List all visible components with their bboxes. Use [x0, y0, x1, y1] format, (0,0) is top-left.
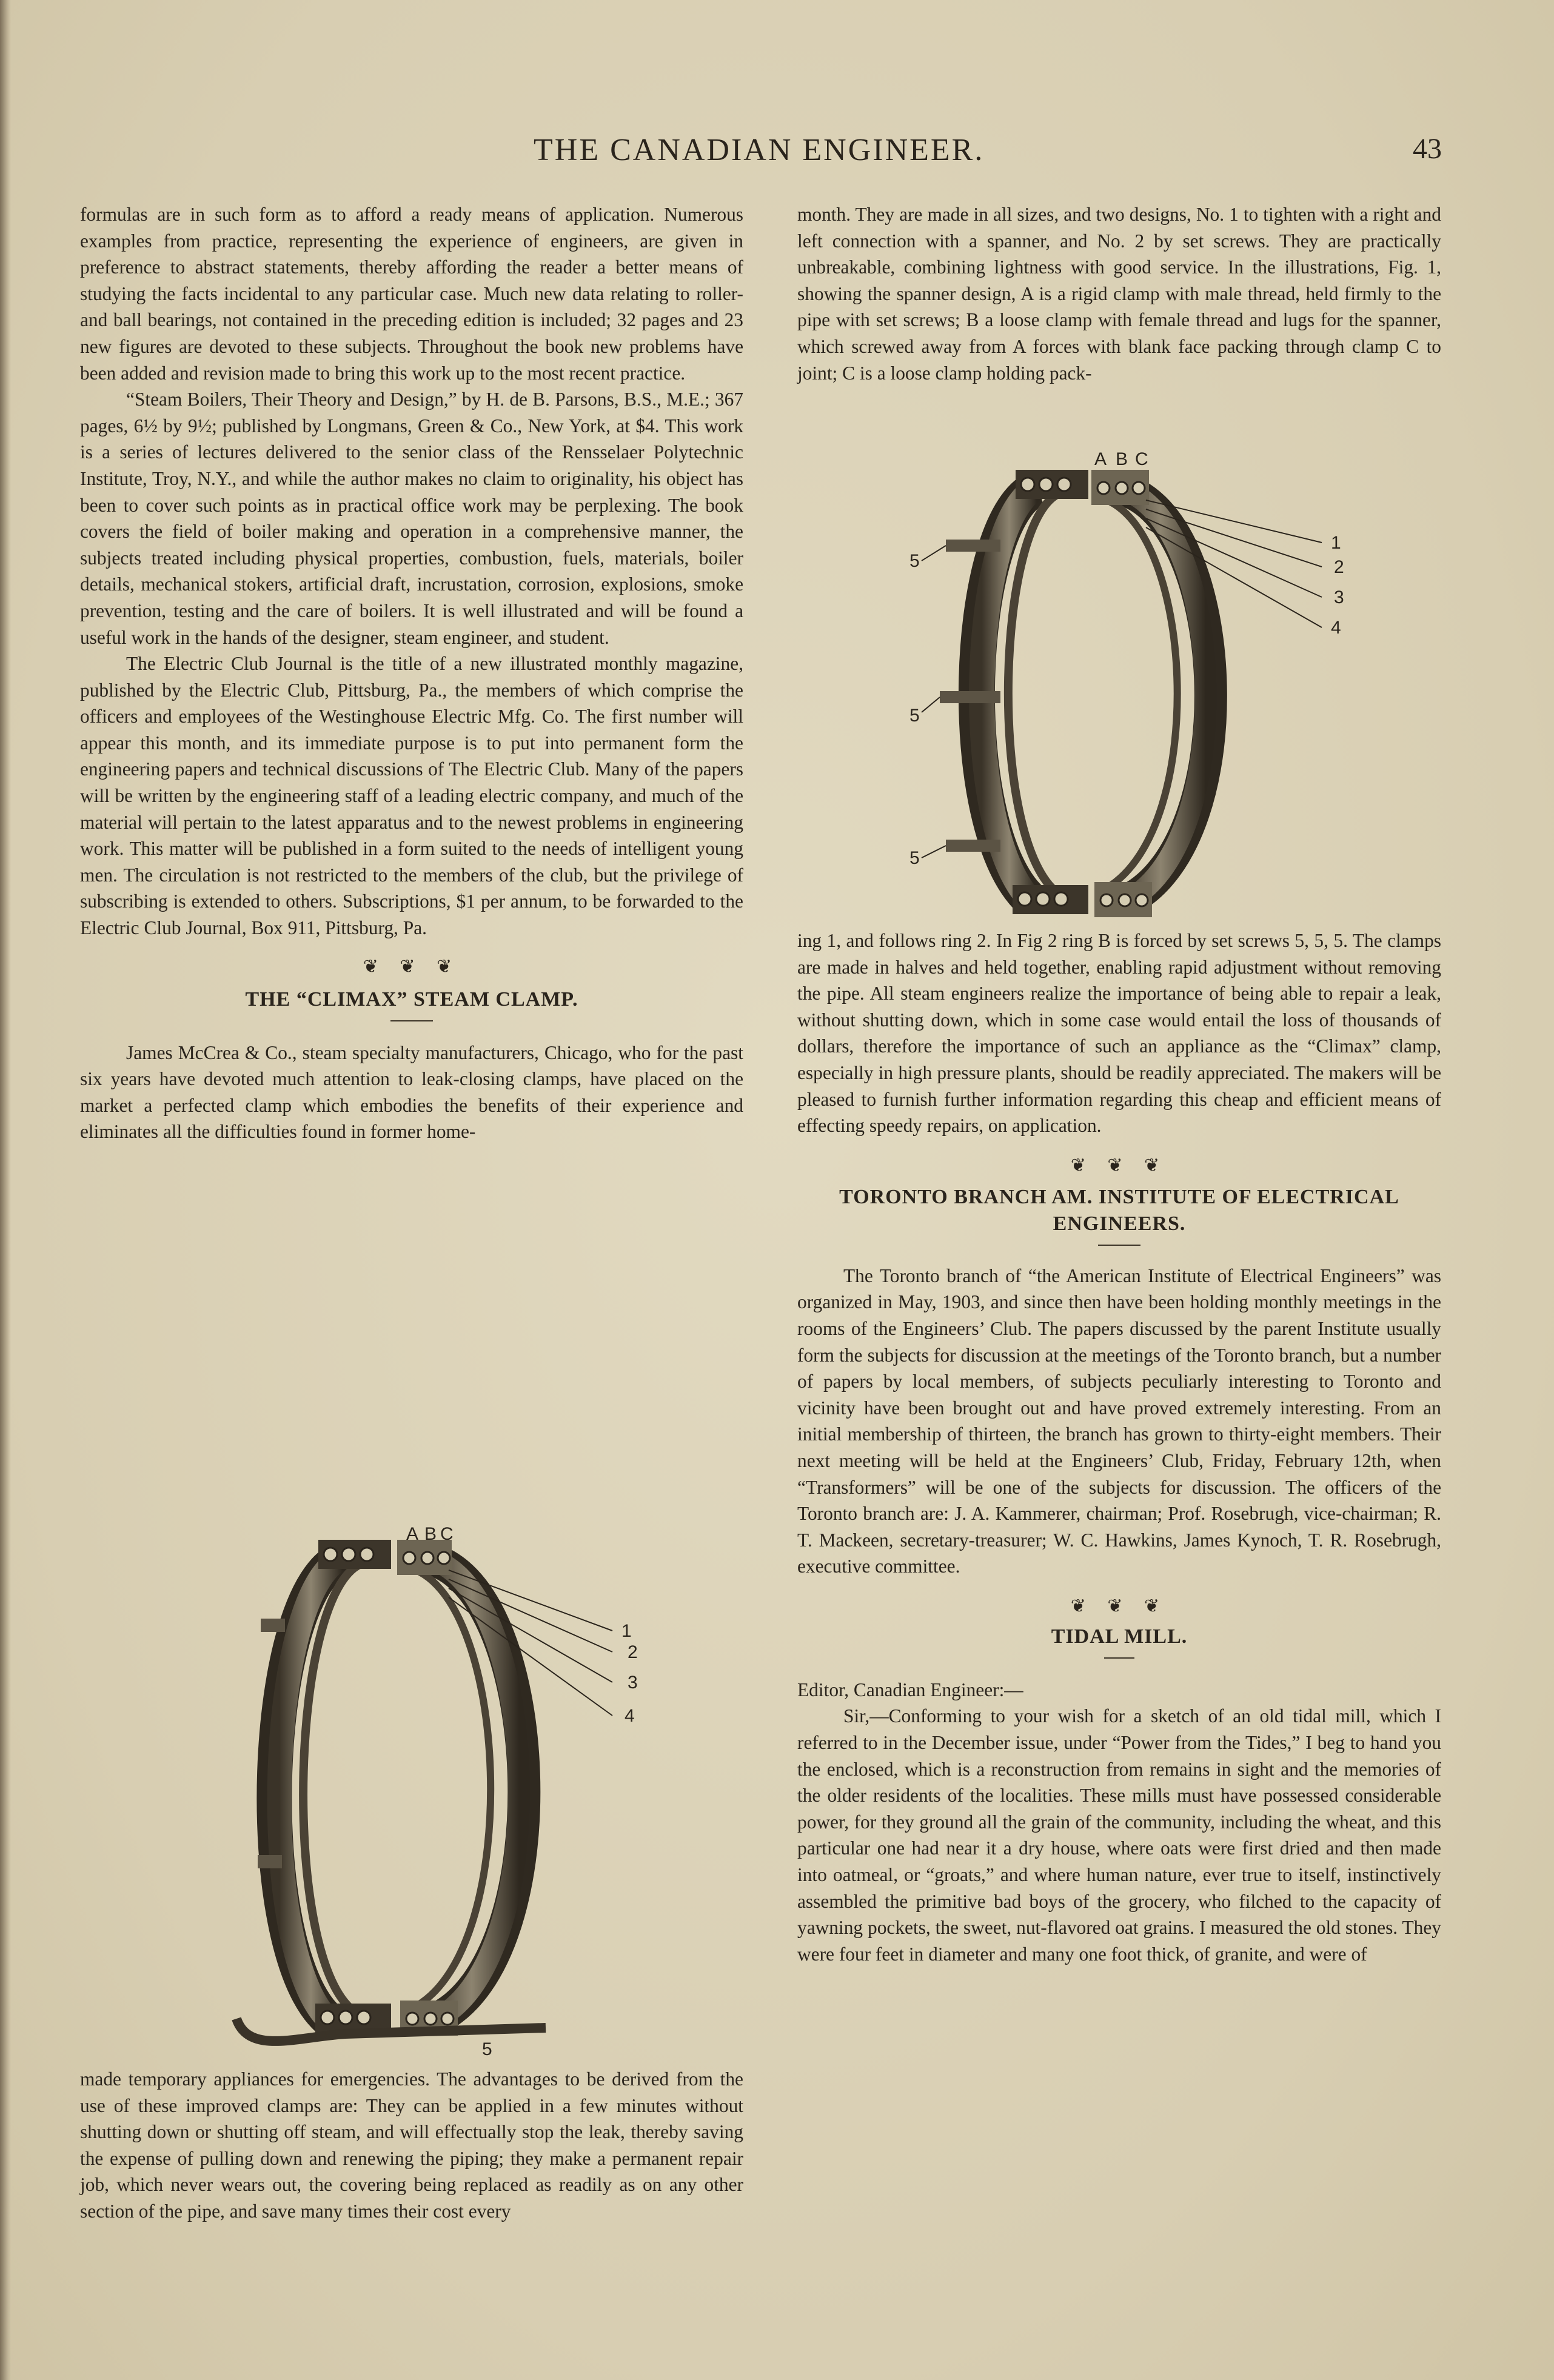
- figure-label-2: 2: [628, 1642, 638, 1662]
- section-ornament: ❦ ❦ ❦: [363, 956, 461, 977]
- figure-label-b: B: [424, 1524, 437, 1544]
- figure-label-b: B: [1116, 449, 1128, 469]
- electric-club-journal-notice: The Electric Club Journal is the title of a new illustrated monthly magazine, published by the Electric Club, Pittsburg, Pa., the members of which comprise the officers and employees of the Westinghouse Electric Mfg. Co. The first number will appear this month, and its immediate purpose is to put into permanent form the engineering papers and technical discussions of The Electric Club. Many of the papers will be written by the engineering staff of a leading electric company, and much of the material will pertain to the latest apparatus and to the newest problems in engineering work. This matter will be published in a form suited to the needs of intelligent young men. The circulation is not restricted to the members of the club, but the privilege of subscribing is extended to others. Subscriptions, $1 per annum, to be forwarded to the Electric Club Journal, Box 911, Pittsburg, Pa.: [80, 653, 743, 939]
- climax-clamp-description: month. They are made in all sizes, and two designs, No. 1 to tighten with a right and left connection with a spanner, and No. 2 by set screws. They are practically unbreakable, combining lightness with good service. In the illustrations, Fig. 1, showing the spanner design, A is a rigid clamp with male thread, held firmly to the pipe with set screws; B a loose clamp with female thread and lugs for the spanner, which screwed away from A forces with blank face packing through clamp C to joint; C is a loose clamp holding pack-: [797, 204, 1441, 384]
- climax-clamp-advantages: made temporary appliances for emergencies. The advantages to be derived from the use of these improved clamps are: They can be applied in a few minutes without shutting down or shutting off steam, and will effectually stop the leak, thereby saving the expense of pulling down and renewing the piping; they make a permanent repair job, which never wears out, the covering being replaced as readily as on any other section of the pipe, and save many times their cost every: [80, 2068, 743, 2222]
- book-review-formulas: formulas are in such form as to afford a ready means of application. Numerous examples from practice, representing the experience of engineers, are given in preference to abstract statements, thereby affording the reader a better means of studying the facts incidental to any particular case. Much new data relating to roller-and ball bearings, not contained in the preceding edition is included; 32 pages and 23 new figures are devoted to these subjects. Throughout the book new problems have been added and revision made to bring this work up to the most recent practice.: [80, 204, 743, 384]
- article-heading-climax-clamp: THE “CLIMAX” STEAM CLAMP.: [245, 988, 578, 1011]
- heading-rule: [390, 1020, 433, 1021]
- figure-label-2: 2: [1334, 557, 1344, 577]
- section-ornament: ❦ ❦ ❦: [1070, 1596, 1168, 1616]
- figure-label-4: 4: [625, 1706, 635, 1726]
- book-review-steam-boilers: “Steam Boilers, Their Theory and Design,” by H. de B. Parsons, B.S., M.E.; 367 pages, 6½ by 9½; published by Longmans, Green & Co., New York, at $4. This work is a series of lectures delivered to the senior class of the Rensselaer Polytechnic Institute, Troy, N.Y., and while the author makes no claim to originality, his object has been to cover such points as in practical office work may be perplexing. The book covers the field of boiler making and operation in a comprehensive manner, the subjects treated including physical properties, combustion, fuels, materials, boiler details, mechanical stokers, artificial draft, incrustation, corrosion, explosions, smoke prevention, testing and the care of boilers. It is well illustrated and will be found a useful work in the hands of the designer, steam engineer, and student.: [80, 389, 743, 648]
- figure-label-1: 1: [621, 1621, 632, 1641]
- left-column-lower: [80, 2066, 743, 2225]
- figure-label-a: A: [1094, 449, 1107, 469]
- heading-rule: [1104, 1657, 1134, 1659]
- right-column-upper: [797, 201, 1441, 386]
- figure-label-3: 3: [628, 1673, 638, 1693]
- tidal-mill-letter: Sir,—Conforming to your wish for a sketch of an old tidal mill, which I referred to in the December issue, under “Power from the Tides,” I beg to hand you the enclosed, which is a reconstruction from remains in sight and the memories of the older residents of the localities. These mills must have possessed considerable power, for they ground all the grain of the community, including the wheat, and this particular one had near it a dry house, where oats were first dried and then made into oatmeal, or “groats,” and where human nature, ever true to itself, instinctively assembled the primitive bad boys of the grocery, who filched to the capacity of yawning pockets, the sweet, nut-flavored oat grains. I measured the old stones. They were four feet in diameter and many one foot thick, of granite, and were of: [797, 1705, 1441, 1965]
- figure-label-a: A: [406, 1524, 419, 1544]
- running-title: THE CANADIAN ENGINEER.: [534, 133, 985, 167]
- figure-label-5-top: 5: [909, 551, 920, 571]
- page-header: [0, 132, 1554, 175]
- article-heading-toronto-branch: TORONTO BRANCH AM. INSTITUTE OF ELECTRICAL ENGINEERS.: [839, 1185, 1399, 1235]
- toronto-branch-report: The Toronto branch of “the American Institute of Electrical Engineers” was organized in May, 1903, and since then have been holding monthly meetings in the rooms of the Engineers’ Club. The papers discussed by the parent Institute usually form the subjects for discussion at the meetings of the Toronto branch, but a number of papers by local members, of subjects peculiarly interesting to Toronto and vicinity have been brought out and have proved extremely interesting. From an initial membership of thirteen, the branch has grown to thirty-eight members. Their next meeting will be held at the Engineers’ Club, Friday, February 12th, when “Transformers” will be one of the subjects for discussion. The officers of the Toronto branch are: J. A. Kammerer, chairman; Prof. Rosebrugh, vice-chairman; R. T. Mackeen, secretary-treasurer; W. C. Hawkins, James Kynoch, T. R. Rosebrugh, executive committee.: [797, 1265, 1441, 1577]
- figure-label-3: 3: [1334, 587, 1344, 607]
- climax-clamp-illustration-fig-1: [897, 449, 1370, 924]
- figure-label-c: C: [440, 1524, 454, 1544]
- article-heading-tidal-mill: TIDAL MILL.: [1051, 1625, 1188, 1648]
- section-ornament: ❦ ❦ ❦: [1070, 1155, 1168, 1175]
- climax-clamp-intro: James McCrea & Co., steam specialty manufacturers, Chicago, who for the past six years have devoted much attention to leak-closing clamps, have placed on the market a perfected clamp which embodies the benefits of their experience and eliminates all the difficulties found in former home-: [80, 1041, 743, 1143]
- page-binding-edge: [0, 0, 11, 2380]
- right-column-lower: [797, 928, 1441, 1967]
- figure-label-5: 5: [482, 2039, 492, 2059]
- figure-label-c: C: [1135, 449, 1148, 469]
- left-column-upper: [80, 201, 743, 1145]
- figure-label-5-middle: 5: [909, 706, 920, 726]
- figure-label-5-bottom: 5: [909, 848, 920, 868]
- climax-clamp-continued: ing 1, and follows ring 2. In Fig 2 ring B is forced by set screws 5, 5, 5. The clamps are made in halves and held together, enabling rapid adjustment without removing the pipe. All steam engineers realize the importance of being able to repair a leak, without shutting down, which in some case would entail the loss of thousands of dollars, therefore the importance of such an appliance as the “Climax” clamp, especially in high pressure plants, should be readily appreciated. The makers will be pleased to furnish further information regarding this cheap and efficient means of effecting speedy repairs, on application.: [797, 930, 1441, 1137]
- page-number: 43: [1413, 133, 1442, 165]
- figure-label-4: 4: [1331, 618, 1341, 638]
- heading-rule: [1098, 1245, 1140, 1246]
- climax-clamp-illustration-fig-2: [224, 1522, 691, 2059]
- letter-salutation: Editor, Canadian Engineer:—: [797, 1679, 1023, 1700]
- figure-label-1: 1: [1331, 533, 1341, 553]
